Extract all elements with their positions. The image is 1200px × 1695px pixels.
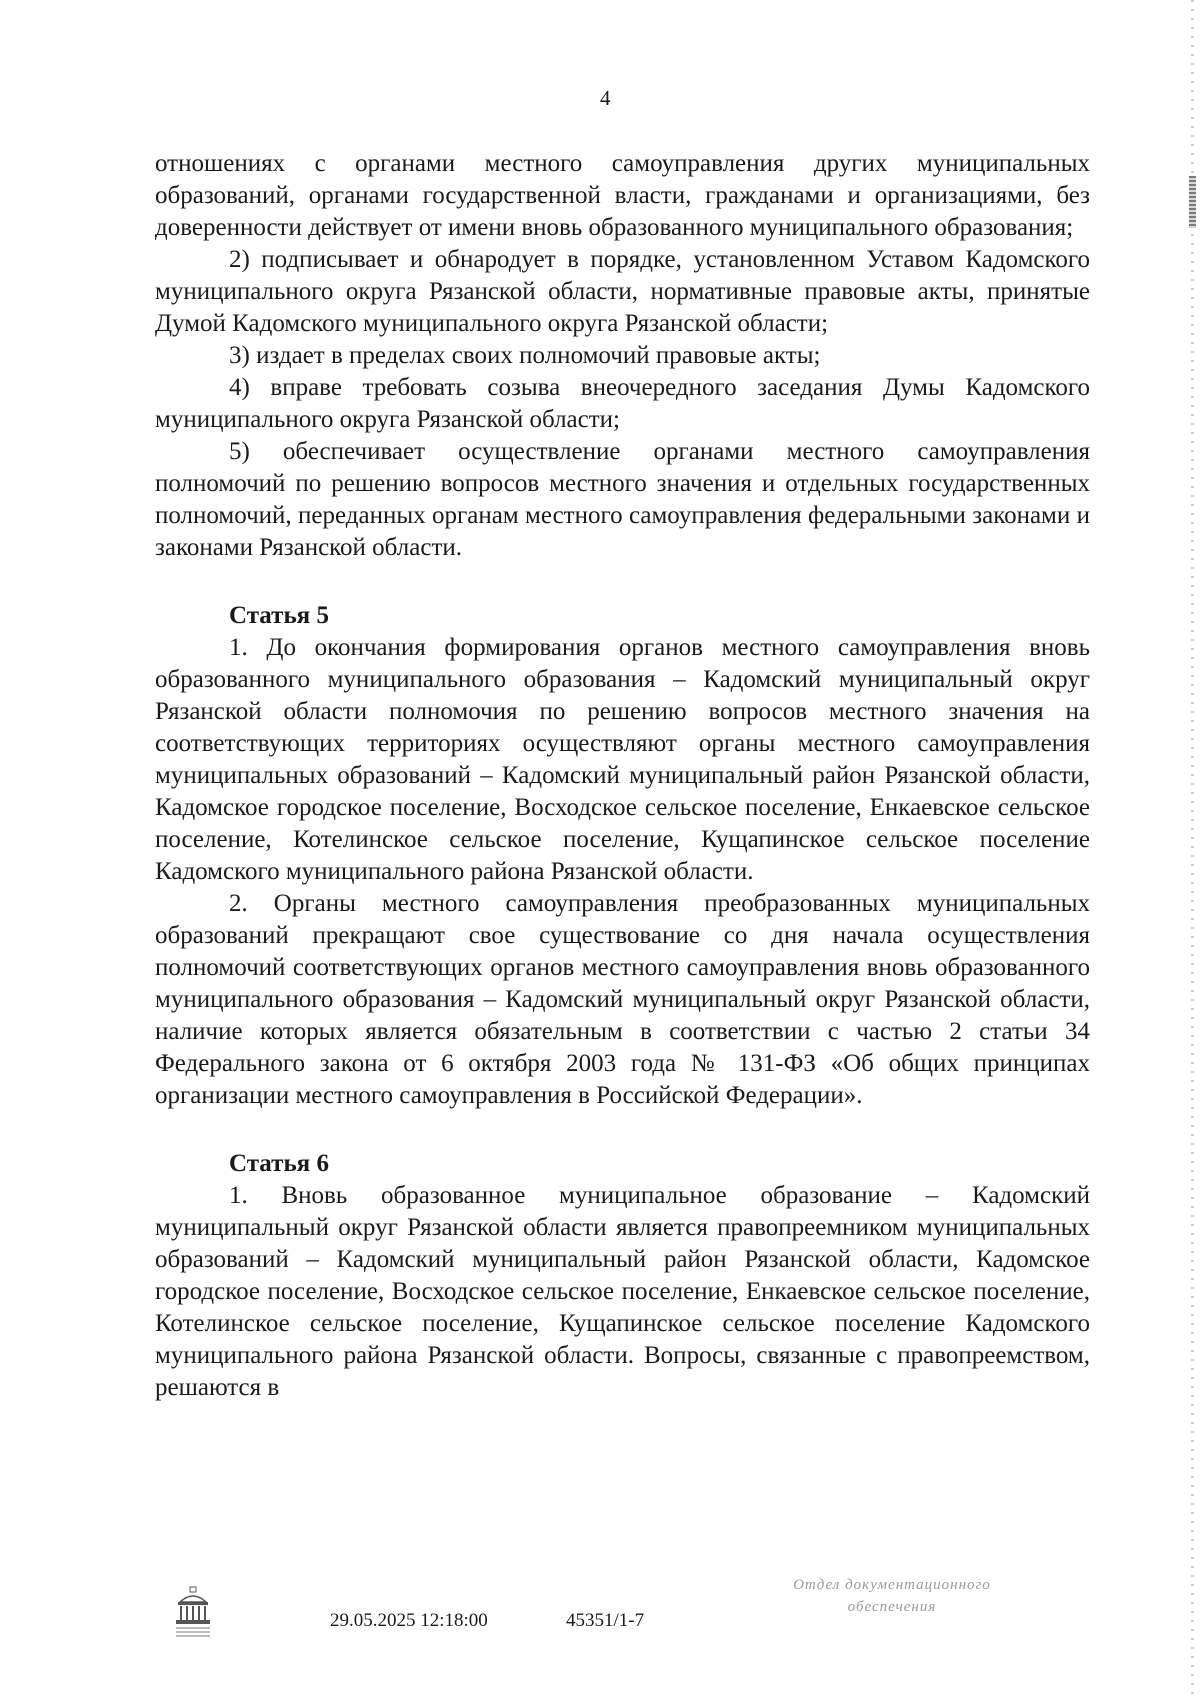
department-stamp-line-1: Отдел документационного [793,1577,991,1593]
scan-edge-block [1189,176,1196,228]
paragraph-intro-1: отношениях с органами местного самоуправления других муниципальных образований, органами государственной власти, гражданами и организациями, без доверенности действует от имени вновь образованного муниципального образования; [155,150,1090,241]
paragraph-intro-5: 5) обеспечивает осуществление органами местного самоуправления полномочий по решению вопросов местного значения и отдельных государственных полномочий, переданных органам местного самоуправления федеральными законами и законами Рязанской области. [155,438,1090,561]
footer-registration-number: 45351/1-7 [566,1610,645,1631]
paragraph-intro-4: 4) вправе требовать созыва внеочередного заседания Думы Кадомского муниципального округа Рязанской области; [155,374,1090,433]
page-number: 4 [600,86,611,110]
department-stamp [742,1574,1042,1618]
scan-edge-marks [1191,0,1194,1695]
department-stamp-line-2: обеспечения [847,1599,937,1615]
article-5-heading: Статья 5 [229,602,329,629]
document-body [155,148,1090,1404]
article-6-heading: Статья 6 [229,1150,329,1177]
footer-datetime: 29.05.2025 12:18:00 [330,1610,488,1631]
paragraph-intro-3: 3) издает в пределах своих полномочий правовые акты; [229,342,821,369]
duma-emblem-icon [172,1586,214,1638]
paragraph-intro-2: 2) подписывает и обнародует в порядке, установленном Уставом Кадомского муниципального округа Рязанской области, нормативные правовые акты, принятые Думой Кадомского муниципального округа Рязанской области; [155,246,1090,337]
article-5-paragraph-1: 1. До окончания формирования органов местного самоуправления вновь образованного муниципального образования – Кадомский муниципальный округ Рязанской области полномочия по решению вопросов местного значения на соответствующих территориях осуществляют органы местного самоуправления муниципальных образований – Кадомский муниципальный район Рязанской области, Кадомское городское поселение, Восходское сельское поселение, Енкаевское сельское поселение, Котелинское сельское поселение, Кущапинское сельское поселение Кадомского муниципального района Рязанской области. [155,634,1090,885]
article-5-paragraph-2: 2. Органы местного самоуправления преобразованных муниципальных образований прекращают свое существование со дня начала осуществления полномочий соответствующих органов местного самоуправления вновь образованного муниципального образования – Кадомский муниципальный округ Рязанской области, наличие которых является обязательным в соответствии с частью 2 статьи 34 Федерального закона от 6 октября 2003 года № 131-ФЗ «Об общих принципах организации местного самоуправления в Российской Федерации». [155,890,1090,1109]
article-6-paragraph-1: 1. Вновь образованное муниципальное образование – Кадомский муниципальный округ Рязанской области является правопреемником муниципальных образований – Кадомский муниципальный район Рязанской области, Кадомское городское поселение, Восходское сельское поселение, Енкаевское сельское поселение, Котелинское сельское поселение, Кущапинское сельское поселение Кадомского муниципального района Рязанской области. Вопросы, связанные с правопреемством, решаются в [155,1182,1090,1401]
